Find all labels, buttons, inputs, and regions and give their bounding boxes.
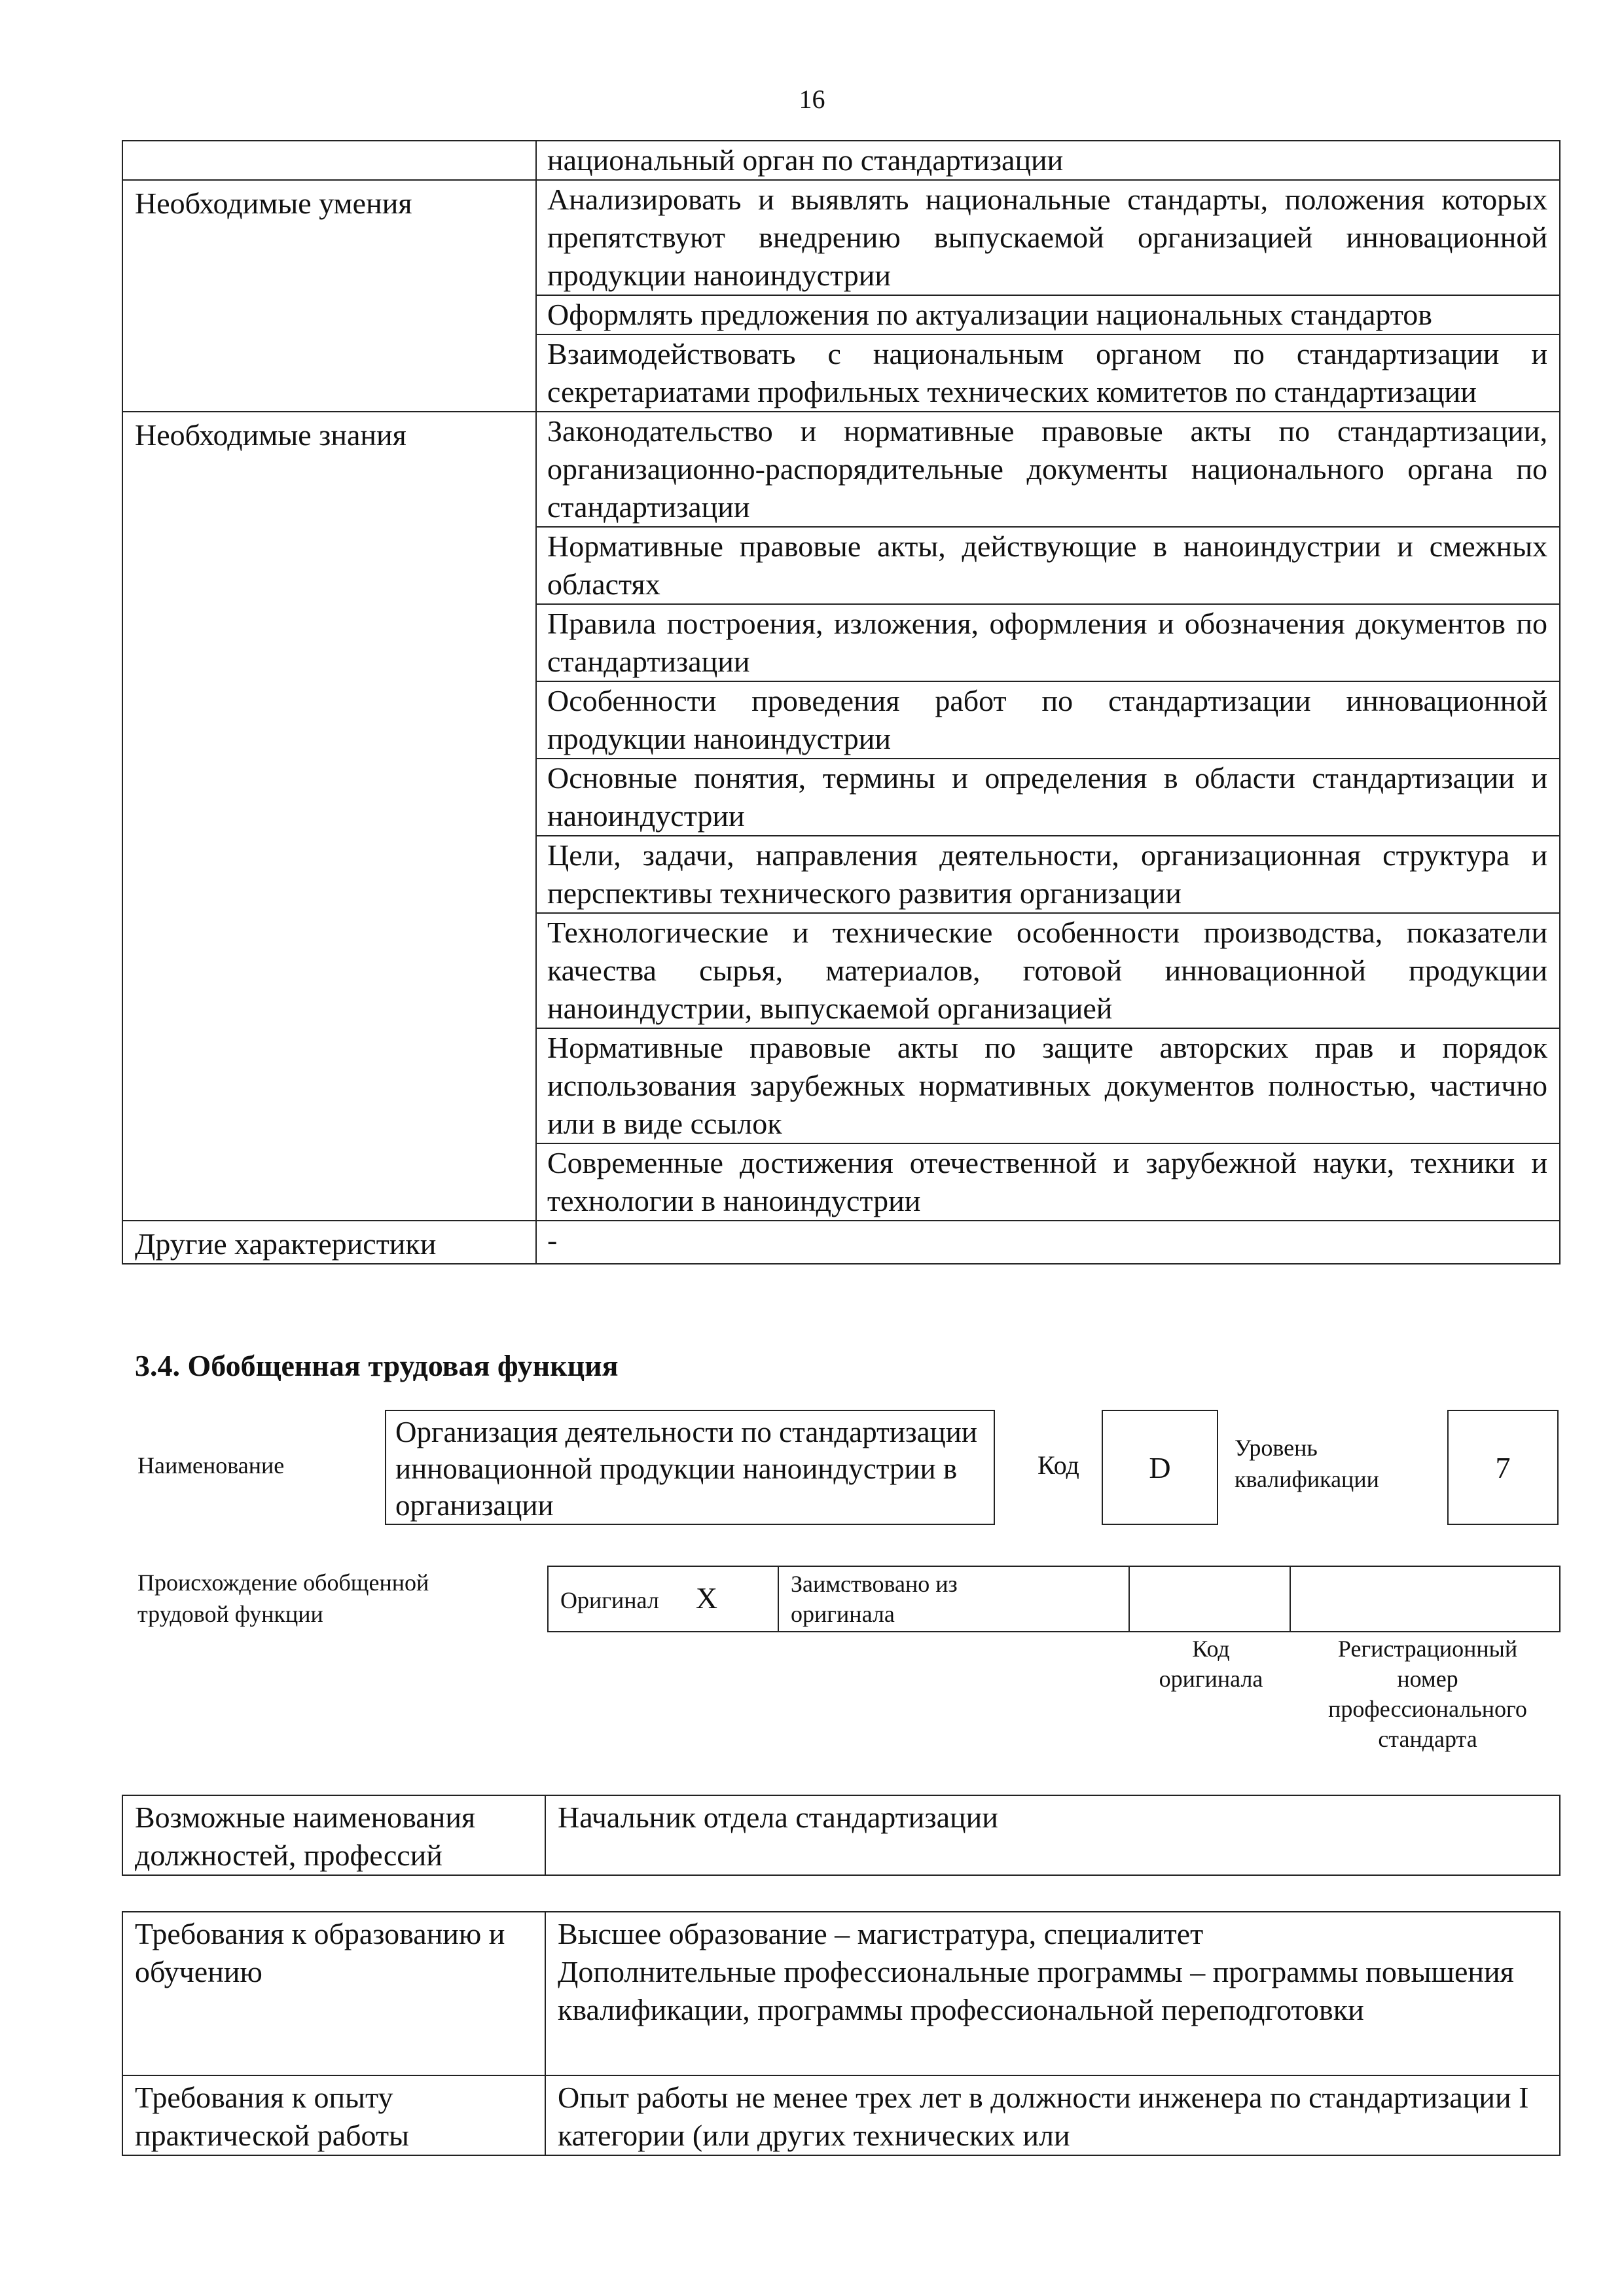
code-label: Код — [1038, 1450, 1079, 1480]
knowledge-item: Законодательство и нормативные правовые акты по стандартизации, организационно-распорядительные документы национального органа по стандартизации — [547, 414, 1547, 524]
knowledge-item: Особенности проведения работ по стандартизации инновационной продукции наноиндустрии — [547, 684, 1547, 755]
table-row — [536, 913, 1560, 1028]
knowledge-item: Нормативные правовые акты по защите авторских прав и порядок использования зарубежных нормативных документов полностью, частично или в виде ссылок — [547, 1031, 1547, 1140]
section-title: 3.4. Обобщенная трудовая функция — [135, 1349, 619, 1382]
original-mark: X — [695, 1581, 718, 1615]
table-row — [536, 681, 1560, 759]
requirements-table — [122, 1911, 1561, 2156]
origin-code-cell — [1129, 1566, 1290, 1632]
origin-label-text: Происхождение обобщенной трудовой функции — [137, 1570, 429, 1627]
original-label: Оригинал — [560, 1587, 659, 1613]
table-cell-empty — [122, 141, 536, 180]
table-row — [536, 604, 1560, 681]
origin-original-cell — [548, 1566, 778, 1632]
borrowed-label: Заимствовано из оригинала — [791, 1571, 958, 1627]
skill-item: Анализировать и выявлять национальные стандарты, положения которых препятствуют внедрению выпускаемой организацией инновационной продукции наноиндустрии — [547, 183, 1547, 292]
reg-number-caption-text: Регистрационный номер профессионального стандарта — [1328, 1636, 1527, 1752]
education-line: Высшее образование – магистратура, специалитет — [558, 1917, 1204, 1950]
positions-value: Начальник отдела стандартизации — [545, 1795, 1560, 1875]
table-row — [536, 1028, 1560, 1143]
positions-table — [122, 1795, 1561, 1876]
knowledge-item: Цели, задачи, направления деятельности, организационная структура и перспективы технического развития организации — [547, 838, 1547, 910]
table-row — [536, 295, 1560, 334]
table-row — [536, 527, 1560, 604]
education-label: Требования к образованию и обучению — [122, 1912, 545, 2075]
table-row — [536, 1143, 1560, 1221]
knowledge-label: Необходимые знания — [122, 412, 536, 1221]
level-box: 7 — [1447, 1410, 1559, 1525]
knowledge-item: Технологические и технические особенности производства, показатели качества сырья, материалов, готовой инновационной продукции наноиндустрии, выпускаемой организацией — [547, 916, 1547, 1025]
origin-table — [547, 1566, 1561, 1632]
other-value: - — [536, 1221, 1560, 1264]
education-value — [545, 1912, 1560, 2075]
experience-line: Опыт работы не менее трех лет в должности инженера по стандартизации I категории (или других технических или — [558, 2081, 1529, 2152]
level-label-text: Уровень квалификации — [1235, 1435, 1379, 1492]
knowledge-item: Современные достижения отечественной и зарубежной науки, техники и технологии в наноиндустрии — [547, 1146, 1547, 1217]
experience-label: Требования к опыту практической работы — [122, 2075, 545, 2155]
code-original-caption-text: Код оригинала — [1159, 1636, 1263, 1692]
origin-reg-cell — [1290, 1566, 1560, 1632]
skills-label: Необходимые умения — [122, 180, 536, 412]
code-box: D — [1102, 1410, 1218, 1525]
table-row — [536, 836, 1560, 913]
reg-number-caption — [1300, 1634, 1555, 1754]
level-label — [1235, 1432, 1411, 1495]
competencies-table — [122, 140, 1561, 1265]
name-label: Наименование — [137, 1452, 285, 1479]
knowledge-item: Основные понятия, термины и определения в области стандартизации и наноиндустрии — [547, 761, 1547, 833]
page-number: 16 — [799, 84, 825, 114]
table-row — [536, 180, 1560, 295]
knowledge-item: Нормативные правовые акты, действующие в наноиндустрии и смежных областях — [547, 529, 1547, 601]
table-row — [536, 412, 1560, 527]
table-cell-continuation: национальный орган по стандартизации — [536, 141, 1560, 180]
education-line: Дополнительные профессиональные программы – программы повышения квалификации, программы профессиональной переподготовки — [558, 1955, 1514, 2026]
other-label: Другие характеристики — [122, 1221, 536, 1264]
origin-borrowed-cell — [778, 1566, 1129, 1632]
skill-item: Оформлять предложения по актуализации национальных стандартов — [547, 298, 1432, 331]
knowledge-item: Правила построения, изложения, оформления и обозначения документов по стандартизации — [547, 607, 1547, 678]
experience-value — [545, 2075, 1560, 2155]
origin-label — [137, 1567, 504, 1630]
table-row — [536, 334, 1560, 412]
code-original-caption — [1132, 1634, 1290, 1694]
function-name-box: Организация деятельности по стандартизации инновационной продукции наноиндустрии в организации — [385, 1410, 995, 1525]
table-row — [536, 759, 1560, 836]
skill-item: Взаимодействовать с национальным органом по стандартизации и секретариатами профильных технических комитетов по стандартизации — [547, 337, 1547, 408]
positions-label: Возможные наименования должностей, профессий — [122, 1795, 545, 1875]
